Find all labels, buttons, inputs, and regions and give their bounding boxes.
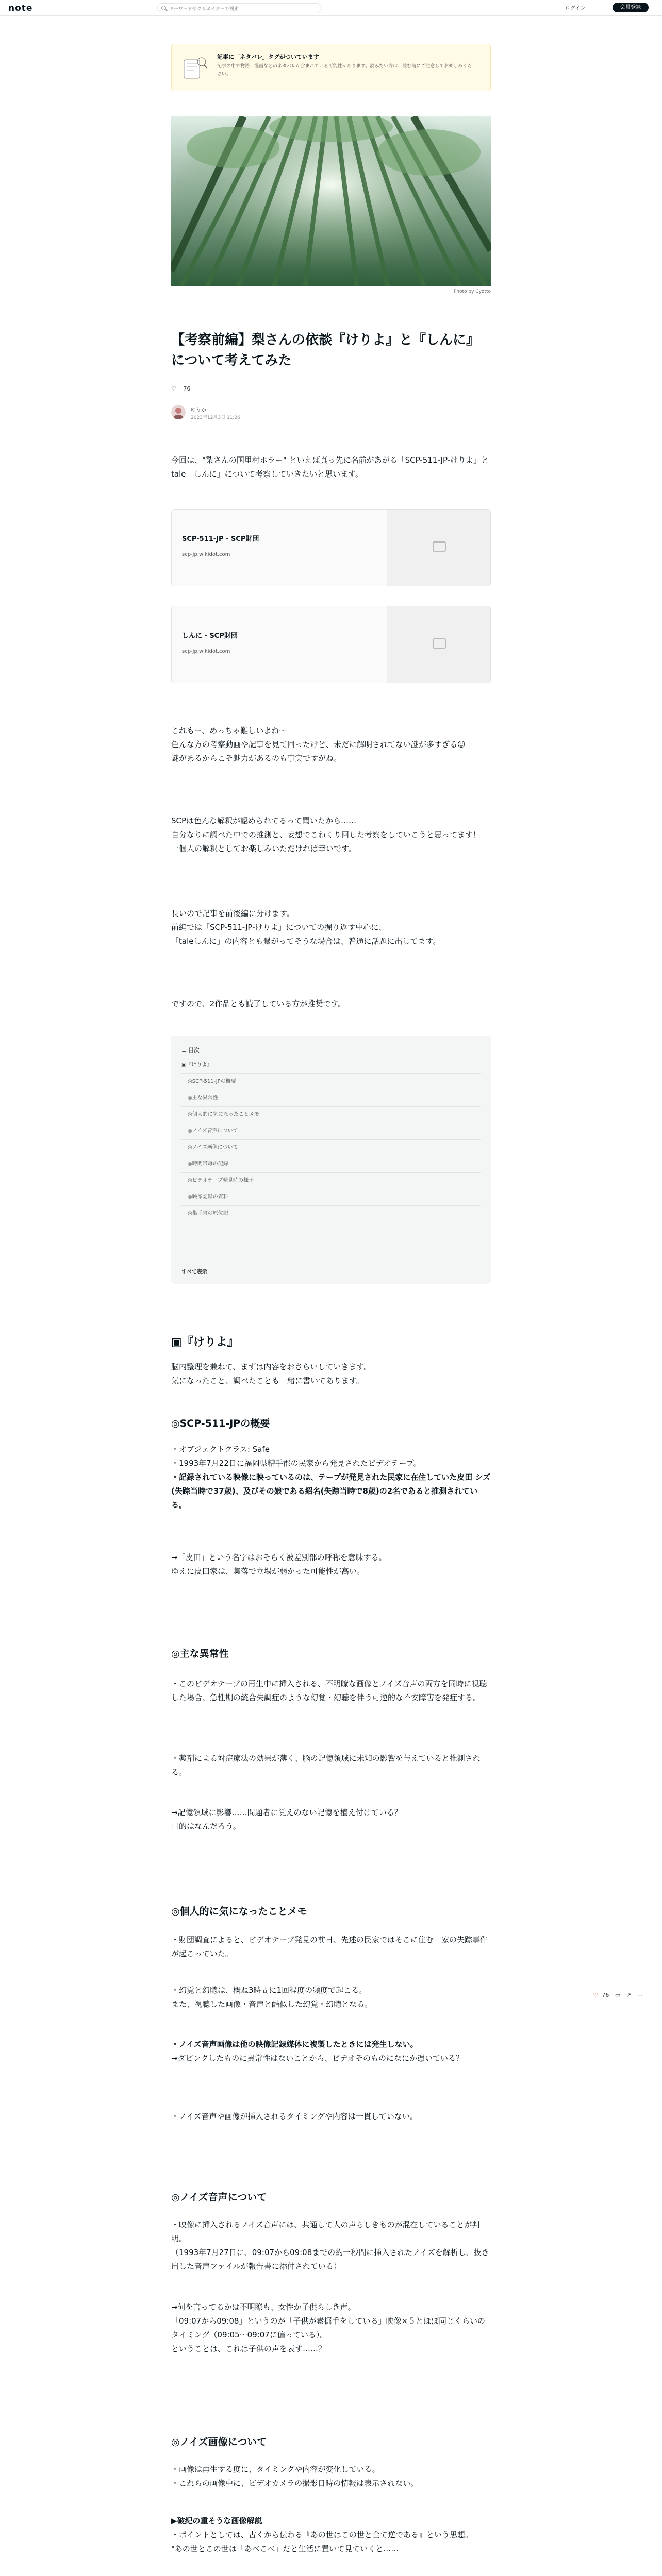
note-logo[interactable]: note	[8, 3, 33, 13]
link-card-url: scp-jp.wikidot.com	[182, 649, 230, 654]
text-line: ▶破紀の重そうな画像解説	[171, 2516, 262, 2526]
text-line: →記憶領域に影響……間題者に覚えのない記憶を植え付けている？	[171, 1808, 402, 1817]
paragraph-4	[171, 997, 491, 1011]
text-line: →ダビングしたものに異常性はないことから、ビデオそのものになにか憑いている？	[171, 2054, 464, 2063]
link-card-scp511[interactable]	[171, 509, 491, 586]
intro-paragraph	[171, 453, 491, 481]
spoiler-illustration-icon	[180, 53, 209, 81]
text-line: ・映像に挿入されるノイズ音声には、共通して人の声らしきものが混在していることが判明。	[171, 2220, 480, 2243]
text-line: ・ノイズ音声や画像が挿入されるタイミングや内容は一貫していない。	[171, 2112, 418, 2121]
comment-icon[interactable]: ▭	[615, 1992, 621, 1998]
share-icon[interactable]: ↗	[626, 1992, 631, 1998]
kerryo-intro	[171, 1360, 491, 1388]
text-line: また、視聴した画像・音声と酷似した幻覚・幻聴となる。	[171, 1999, 373, 2009]
link-card-title: しんに - SCP財団	[182, 632, 238, 640]
text-line: 前編では「SCP-511-JP-けりよ」についての掘り返す中心に、	[171, 923, 387, 932]
signup-button[interactable]: 会員登録	[613, 3, 649, 12]
text-line: ・記録されている映像に映っているのは、テープが発見された民家に在住していた皮田 シズ(失踪当時で37歳)、及びその娘である紹名(失踪当時で8歳)の2名であると推測されている。	[171, 1472, 491, 1510]
avatar-image	[171, 405, 186, 419]
text-line: ということは、これは子供の声を表す……？	[171, 2344, 326, 2353]
toc-item[interactable]: ◎集手書の原位記	[181, 1206, 481, 1222]
text-line: ・このビデオテープの再生中に挿入される、不明瞭な画像とノイズ音声の両方を同時に視聴した場合、急性期の統合失調症のような幻覚・幻聴を伴う可逆的な不安障害を発症する。	[171, 1679, 487, 1702]
toc-item[interactable]: ◎映像記録の資料	[181, 1189, 481, 1206]
search-input[interactable]	[157, 3, 321, 12]
text-line: ・財団調査によると、ビデオテープ発見の前日、先述の民家ではそこに住む一家の失踪事件が起こっていた。	[171, 1935, 488, 1958]
paragraph-2	[171, 814, 491, 856]
text-line: 脳内整理を兼ねて、まずは内容をおさらいしていきます。	[171, 1362, 372, 1371]
text-line: 気になったこと、調べたことも一緒に書いてあります。	[171, 1376, 364, 1385]
text-line: ・幻覚と幻聴は、概ね3時間に1回程度の頻度で起こる。	[171, 1986, 367, 1995]
spoiler-notice-text: 記事の中で物語、漫画などのネタバレが含まれている可能性があります。読みたい方は、読む前にご注意してお楽しみください。	[217, 64, 472, 77]
global-header	[0, 0, 662, 16]
anomaly-p3	[171, 1806, 491, 1834]
author-avatar[interactable]	[171, 405, 186, 419]
intro-text: 今回は、"梨さんの国里村ホラー" といえば真っ先に名前があがる「SCP-511-JP-けりよ」とtale「しんに」について考察していきたいと思います。	[171, 455, 489, 479]
memo-p4	[171, 2110, 491, 2124]
text-line: →何を言ってるかは不明瞭も、女性か子供らしき声。	[171, 2302, 356, 2312]
toc-show-all-button[interactable]: すべて表示	[181, 1269, 207, 1275]
toc-item[interactable]: ◎ノイズ画像について	[181, 1140, 481, 1156]
anomaly-p2	[171, 1752, 491, 1780]
anomaly-p1	[171, 1677, 491, 1705]
overview-list	[171, 1443, 491, 1512]
toc-item[interactable]: ◎SCP-511-JPの概要	[181, 1074, 481, 1090]
noise-audio-p2	[171, 2300, 491, 2356]
toc-item[interactable]: ▣『けりよ』	[181, 1057, 481, 1074]
link-card-url: scp-jp.wikidot.com	[182, 552, 230, 557]
toc-heading: ≡ 目次	[181, 1047, 200, 1054]
spoiler-notice-title: 記事に「ネタバレ」タグがついています	[217, 54, 319, 60]
section-heading-memo: ◎個人的に気になったことメモ	[171, 1906, 307, 1917]
section-heading-overview: ◎SCP-511-JPの概要	[171, 1418, 270, 1429]
text-line: ・ポイントとしては、古くから伝わる『あの世はこの世と全て逆である』という思想。	[171, 2530, 473, 2539]
floating-like-count: 76	[602, 1992, 609, 1998]
text-line: ゆえに皮田家は、集落で立場が弱かった可能性が高い。	[171, 1567, 365, 1576]
text-line: ・1993年7月22日に福岡県糟手郡の民家から発見されたビデオテープ。	[171, 1459, 421, 1468]
memo-p2	[171, 1984, 491, 2011]
link-card-shinni[interactable]	[171, 606, 491, 683]
floating-action-bar	[593, 1992, 643, 1998]
text-line: これもー、めっちゃ難しいよね〜	[171, 726, 287, 735]
more-icon[interactable]: ⋯	[637, 1992, 643, 1998]
text-line: 自分なりに調べた中での推測と、妄想でこねくり回した考察をしていこうと思ってます！	[171, 830, 481, 839]
noise-image-p2	[171, 2514, 491, 2556]
heart-icon[interactable]: ♡	[593, 1992, 598, 1998]
search-icon	[161, 6, 166, 10]
article-title: 【考察前編】梨さんの依談『けりよ』と『しんに』について考えてみた	[171, 332, 480, 368]
paragraph-3	[171, 907, 491, 948]
photo-credit[interactable]: Photo by Cyotto	[453, 289, 491, 294]
toc-item[interactable]: ◎ビデオテープ発見時の様子	[181, 1173, 481, 1189]
section-heading-kerryo: ▣『けりよ』	[171, 1336, 239, 1349]
link-card-title: SCP-511-JP - SCP財団	[182, 535, 259, 543]
section-heading-noise-image: ◎ノイズ画像について	[171, 2436, 267, 2448]
noise-audio-p1	[171, 2218, 491, 2274]
link-card-thumbnail	[387, 606, 490, 683]
text-line: （1993年7月27日に、09:07から09:08までの約一秒間に挿入されたノイズを解析し、抜き出した音声ファイルが報告書に添付されている）	[171, 2248, 489, 2271]
table-of-contents	[171, 1036, 491, 1284]
like-count: 76	[183, 385, 191, 392]
text-line: 「09:07から09:08」というのが「子供が素掘手をしている」映像×５とほぼ同じくらいのタイミング（09:05〜09:07に偏っている）。	[171, 2316, 486, 2340]
toc-item[interactable]: ◎主な異常性	[181, 1090, 481, 1107]
memo-p3	[171, 2038, 491, 2065]
text-line: "あの世とこの世は「あべこべ」だと生活に置いて見ていくと……	[171, 2544, 399, 2553]
text-line: 謎があるからこそ魅力があるのも事実ですがね。	[171, 754, 342, 763]
publish-date: 2023年12月3日 11:26	[191, 415, 240, 420]
overview-note	[171, 1551, 491, 1579]
section-heading-anomaly: ◎主な異常性	[171, 1648, 229, 1659]
toc-item[interactable]: ◎個人的に気になったことメモ	[181, 1107, 481, 1123]
toc-item[interactable]: ◎時間帯毎の記録	[181, 1156, 481, 1173]
like-button[interactable]	[171, 385, 190, 392]
search-placeholder: キーワードやクリエイターで検索	[169, 7, 239, 12]
toc-item[interactable]: ◎ノイズ音声について	[181, 1123, 481, 1140]
text-line: →「皮田」という名字はおそらく被差別部の呼称を意味する。	[171, 1553, 387, 1562]
text-line: 色んな方の考察動画や記事を見て回ったけど、未だに解明されてない謎が多すぎる☺	[171, 740, 466, 749]
text-line: 一個人の解釈としてお楽しみいただければ幸いです。	[171, 844, 356, 853]
text-line: ですので、2作品とも読了している方が推奨です。	[171, 999, 346, 1008]
text-line: ・ノイズ音声画像は他の映像記録媒体に複製したときには発生しない。	[171, 2040, 418, 2049]
noise-image-p1	[171, 2463, 491, 2490]
text-line: ・オブジェクトクラス: Safe	[171, 1445, 270, 1454]
login-link[interactable]: ログイン	[565, 6, 586, 11]
text-line: 「taleしんに」の内容とも繋がってそうな場合は、普通に話題に出してます。	[171, 937, 441, 946]
text-line: 長いので記事を前後編に分けます。	[171, 909, 294, 918]
text-line: ・画像は再生する度に、タイミングや内容が変化している。	[171, 2465, 380, 2474]
heart-icon: ♡	[171, 385, 176, 392]
section-heading-noise-audio: ◎ノイズ音声について	[171, 2192, 267, 2203]
text-line: 目的はなんだろう。	[171, 1822, 241, 1831]
text-line: SCPは色んな解釈が認められてるって聞いたから……	[171, 816, 357, 825]
image-placeholder-icon	[433, 541, 446, 552]
text-line: ・これらの画像中に、ビデオカメラの撮影日時の情報は表示されない。	[171, 2479, 419, 2488]
hero-image	[171, 116, 491, 286]
spoiler-notice	[171, 44, 491, 91]
list-icon: ≡	[181, 1047, 188, 1054]
paragraph-1	[171, 724, 491, 766]
text-line: ・薬剤による対症療法の効果が薄く、脳の記憶領域に未知の影響を与えていると推測される。	[171, 1754, 481, 1777]
image-placeholder-icon	[433, 638, 446, 649]
author-name[interactable]: ゆうか	[191, 408, 206, 413]
memo-p1	[171, 1933, 491, 1961]
link-card-thumbnail	[387, 510, 490, 586]
